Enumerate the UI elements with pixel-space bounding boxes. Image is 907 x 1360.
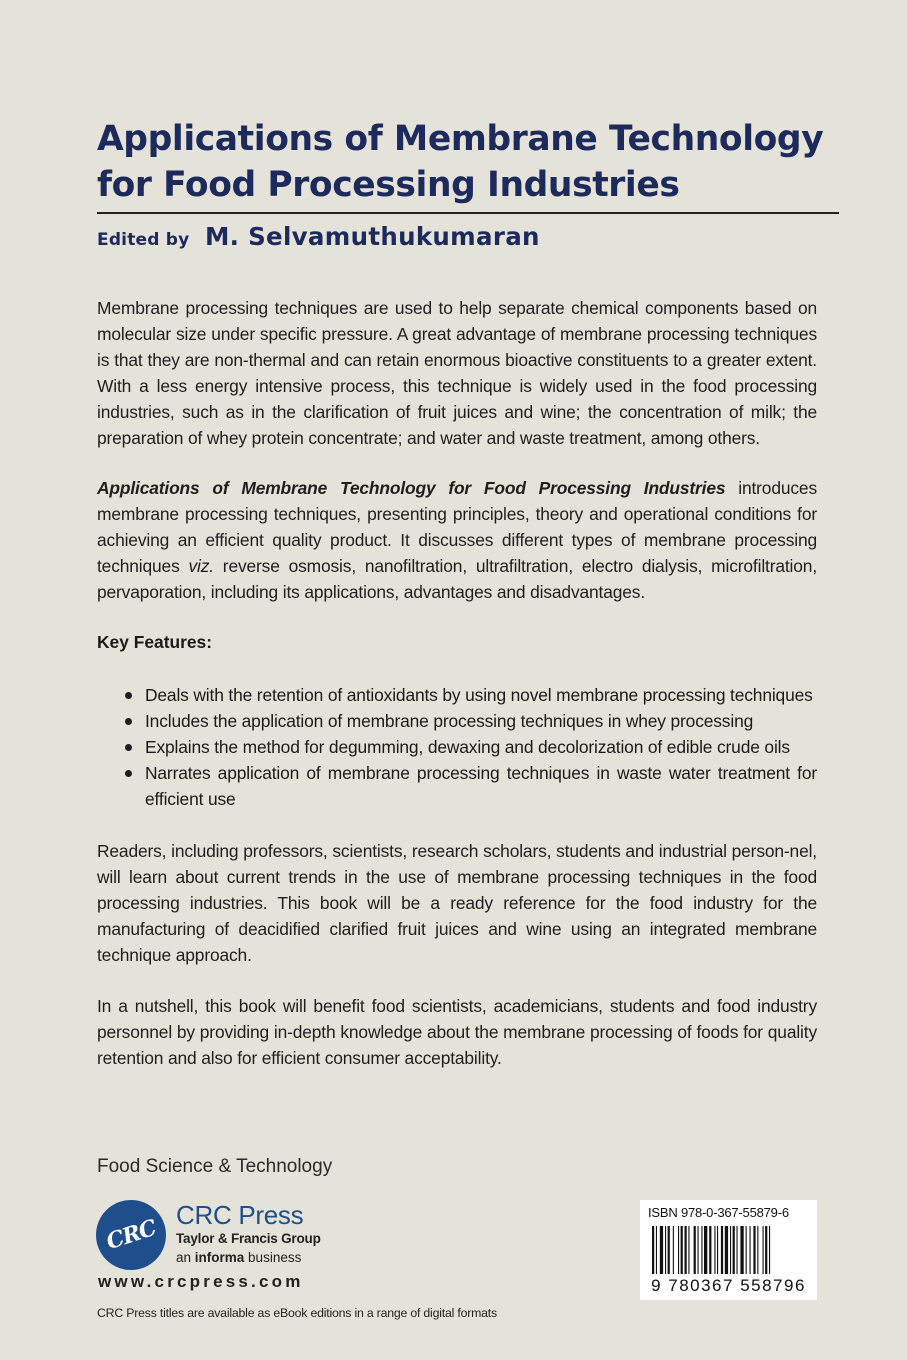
- description-paragraph-4: In a nutshell, this book will benefit food scientists, academicians, students and food industry personnel by providing in-depth knowledge about the membrane processing of foods for quality retention and also for efficient consumer acceptability.: [97, 996, 817, 1068]
- subject-category: Food Science & Technology: [97, 1156, 333, 1177]
- barcode-bar: [757, 1226, 758, 1274]
- business-prefix: an: [176, 1250, 195, 1265]
- publisher-group: Taylor & Francis Group: [176, 1231, 321, 1246]
- publisher-name: CRC Press: [176, 1200, 304, 1230]
- barcode-bar: [678, 1226, 679, 1274]
- barcode-bar: [737, 1226, 738, 1274]
- barcode-bar: [730, 1226, 731, 1274]
- barcode-bar: [652, 1226, 654, 1274]
- barcode-bar: [701, 1226, 702, 1274]
- title-divider: [97, 212, 839, 214]
- barcode-bar: [704, 1226, 707, 1274]
- barcode-bar: [769, 1226, 770, 1274]
- editor-name: M. Selvamuthukumaran: [204, 222, 540, 251]
- viz-abbreviation: viz.: [188, 556, 214, 576]
- barcode-bar: [656, 1226, 657, 1274]
- key-feature-item: Narrates application of membrane processing techniques in waste water treatment for efficient use: [97, 760, 817, 812]
- crc-logo-icon: [96, 1200, 166, 1270]
- barcode-bar: [714, 1226, 715, 1274]
- barcode-bar: [763, 1226, 764, 1274]
- publisher-url[interactable]: www.crcpress.com: [98, 1272, 304, 1291]
- book-title: [97, 116, 857, 208]
- description-paragraph-3: Readers, including professors, scientists, research scholars, students and industrial person-nel, will learn about current trends in the use of membrane processing techniques in the food processing industries. This book will be a ready reference for the food industry for the manufacturing of deacidified clarified fruit juices and wine using an integrated membrane technique approach.: [97, 841, 817, 965]
- key-features-heading: Key Features:: [97, 632, 213, 652]
- informa-brand: informa: [194, 1250, 245, 1265]
- barcode-bar: [765, 1226, 767, 1274]
- crc-logo-text: CRC: [103, 1214, 159, 1256]
- ebook-note: CRC Press titles are available as eBook editions in a range of digital formats: [97, 1306, 497, 1320]
- book-title-line-2: for Food Processing Industries: [97, 165, 680, 205]
- barcode-bar: [681, 1226, 683, 1274]
- publisher-business: [176, 1250, 301, 1265]
- barcode-bar: [673, 1226, 674, 1274]
- isbn-barcode: [640, 1200, 817, 1300]
- paragraph-2-text-b: reverse osmosis, nanofiltration, ultrafiltration, electro dialysis, microfiltration, pervaporation, including its applications, advantages and disadvantages.: [97, 556, 817, 602]
- description-paragraph-2: [97, 475, 817, 605]
- barcode-bar: [709, 1226, 711, 1274]
- key-features-list: [97, 682, 817, 812]
- isbn-label: ISBN 978-0-367-55879-6: [648, 1205, 789, 1220]
- barcode-bar: [721, 1226, 723, 1274]
- barcode-bar: [746, 1226, 747, 1274]
- barcode-bar: [694, 1226, 696, 1274]
- description-paragraph-1: Membrane processing techniques are used to help separate chemical components based on molecular size under specific pressure. A great advantage of membrane processing techniques is that they are non-thermal and can retain enormous bioactive constituents to a greater extent. With a less energy intensive process, this technique is widely used in the food processing industries, such as in the clarification of fruit juices and wine; the concentration of milk; the preparation of whey protein concentrate; and water and waste treatment, among others.: [97, 298, 817, 448]
- barcode-bar: [725, 1226, 728, 1274]
- barcode-bar: [685, 1226, 687, 1274]
- editor-label: Edited by: [97, 230, 190, 250]
- key-feature-item: Includes the application of membrane processing techniques in whey processing: [97, 708, 817, 734]
- barcode-bar: [688, 1226, 689, 1274]
- barcode-bar: [740, 1226, 743, 1274]
- barcode-bar: [698, 1226, 699, 1274]
- barcode-bar: [668, 1226, 670, 1274]
- business-suffix: business: [244, 1250, 302, 1265]
- barcode-bar: [750, 1226, 751, 1274]
- editor-credit: [97, 222, 540, 251]
- barcode-bar: [665, 1226, 666, 1274]
- book-title-inline: Applications of Membrane Technology for Food Processing Industries: [97, 478, 726, 498]
- barcode-number: 9 780367 558796: [651, 1276, 806, 1295]
- key-feature-item: Explains the method for degumming, dewaxing and decolorization of edible crude oils: [97, 734, 817, 760]
- barcode-bar: [753, 1226, 755, 1274]
- barcode-bar: [717, 1226, 718, 1274]
- barcode-bar: [660, 1226, 663, 1274]
- key-feature-item: Deals with the retention of antioxidants by using novel membrane processing techniques: [97, 682, 817, 708]
- book-title-line-1: Applications of Membrane Technology: [97, 119, 824, 159]
- paragraph-2-text-a: introduces membrane processing techniques, presenting principles, theory and operational conditions for achieving an efficient quality product. It discusses different types of membrane processing techniques: [97, 478, 817, 576]
- barcode-bar: [733, 1226, 735, 1274]
- barcode-bars: [652, 1226, 805, 1274]
